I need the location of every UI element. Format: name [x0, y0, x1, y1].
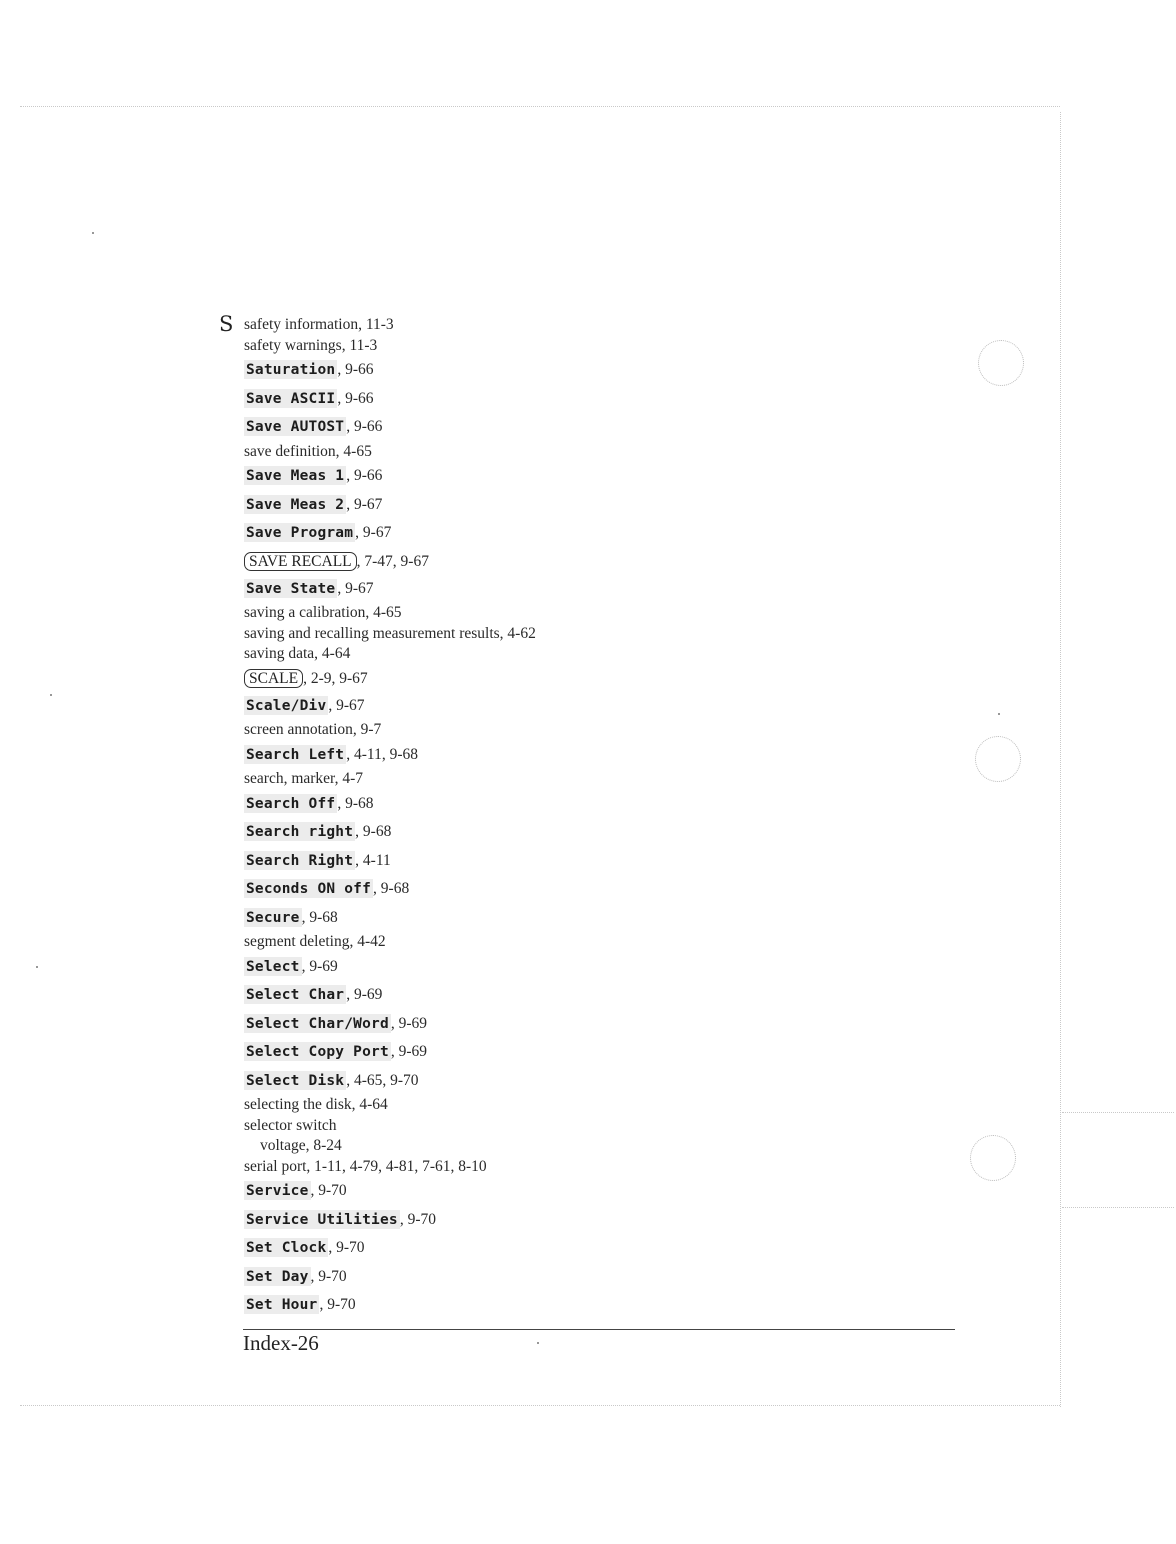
- index-entry: [244, 875, 804, 904]
- softkey-label: Select Char: [246, 987, 345, 1003]
- scan-speck: [50, 694, 52, 696]
- page-references: , 4-11: [355, 851, 391, 869]
- softkey-label: Save Meas 2: [246, 496, 345, 513]
- page-references: , 9-69: [346, 986, 383, 1003]
- softkey-label: Seconds ON off: [246, 881, 372, 897]
- index-entry: [244, 548, 804, 575]
- scan-speck: [998, 713, 1000, 715]
- page-references: , 9-69: [390, 1014, 428, 1032]
- index-entry: [244, 904, 804, 933]
- index-entry: [244, 1010, 804, 1039]
- index-entry: safety information, 11-3: [244, 316, 394, 333]
- index-entry: [244, 847, 804, 876]
- index-entry: saving a calibration, 4-65: [244, 604, 402, 621]
- index-entry: [244, 790, 804, 819]
- section-letter: S: [219, 312, 234, 336]
- page-references: , 9-68: [301, 908, 338, 926]
- page-number: Index-26: [243, 1331, 319, 1355]
- page-references: , 9-68: [337, 794, 374, 812]
- index-entry: [244, 1291, 804, 1320]
- softkey-label: Save State: [246, 580, 336, 597]
- index-entry: segment deleting, 4-42: [244, 933, 386, 950]
- softkey-label: Save AUTOST: [246, 419, 345, 435]
- hardkey-label: SAVE RECALL: [244, 552, 357, 571]
- scan-edge-right-tab-bottom: [1062, 1207, 1174, 1208]
- punch-hole-middle: [975, 736, 1021, 782]
- index-entry: safety warnings, 11-3: [244, 336, 378, 354]
- index-entry: serial port, 1-11, 4-79, 4-81, 7-61, 8-10: [244, 1157, 487, 1175]
- index-entry: [244, 1206, 804, 1235]
- punch-hole-top: [978, 340, 1024, 386]
- softkey-label: Select Char/Word: [246, 1015, 389, 1032]
- softkey-label: Scale/Div: [246, 697, 327, 714]
- page-references: , 7-47, 9-67: [356, 552, 429, 570]
- page-references: , 9-70: [310, 1182, 347, 1199]
- softkey-label: Set Hour: [246, 1297, 318, 1313]
- page-references: , 9-69: [301, 957, 338, 975]
- index-entry: selecting the disk, 4-64: [244, 1096, 388, 1113]
- index-entry: [244, 575, 804, 604]
- index-entry: [244, 491, 804, 520]
- softkey-label: Saturation: [246, 362, 336, 378]
- index-entry: [244, 462, 804, 491]
- index-entry: [244, 1177, 804, 1206]
- index-entry: [244, 413, 804, 442]
- index-entry: [244, 953, 804, 982]
- index-entry: [244, 1263, 804, 1292]
- index-entry: [244, 385, 804, 414]
- index-entry: [244, 1038, 804, 1067]
- index-entry: screen annotation, 9-7: [244, 721, 382, 738]
- softkey-label: Service: [246, 1183, 309, 1199]
- scan-speck: [36, 966, 38, 968]
- softkey-label: Service Utilities: [246, 1211, 398, 1228]
- page-references: , 9-68: [355, 823, 392, 840]
- scan-edge-bottom: [20, 1405, 1060, 1406]
- page-references: , 9-70: [310, 1267, 347, 1285]
- page-references: , 9-67: [337, 579, 374, 597]
- scan-edge-right-tab-top: [1062, 1112, 1174, 1113]
- scan-speck: [537, 1342, 539, 1344]
- index-entry: saving data, 4-64: [244, 645, 351, 662]
- softkey-label: Set Clock: [246, 1240, 327, 1256]
- softkey-label: Select Copy Port: [246, 1044, 389, 1060]
- softkey-label: Search right: [246, 824, 354, 840]
- index-entries: [244, 315, 804, 1320]
- softkey-label: Select Disk: [246, 1072, 345, 1089]
- page-references: , 9-67: [328, 696, 365, 714]
- index-entry: [244, 692, 804, 721]
- softkey-label: Secure: [246, 909, 300, 926]
- index-entry: save definition, 4-65: [244, 442, 372, 460]
- softkey-label: Select: [246, 958, 300, 975]
- page-references: , 2-9, 9-67: [303, 669, 368, 687]
- page-references: , 4-65, 9-70: [346, 1071, 419, 1089]
- page-references: , 9-67: [346, 495, 383, 513]
- softkey-label: Save Program: [246, 525, 354, 541]
- scan-edge-right: [1060, 112, 1061, 1407]
- index-entry: [244, 1234, 804, 1263]
- index-entry: [244, 665, 804, 692]
- page-references: , 9-68: [373, 880, 410, 897]
- softkey-label: Search Right: [246, 852, 354, 869]
- index-entry: [244, 818, 804, 847]
- page-references: , 9-67: [355, 524, 392, 541]
- page-references: , 9-66: [346, 467, 383, 484]
- punch-hole-bottom: [970, 1135, 1016, 1181]
- scan-speck: [92, 232, 94, 234]
- page-references: , 9-66: [337, 361, 374, 378]
- softkey-label: Set Day: [246, 1268, 309, 1285]
- page-references: , 9-70: [319, 1296, 356, 1313]
- index-entry: saving and recalling measurement results, 4-62: [244, 624, 536, 642]
- index-entry: [244, 1067, 804, 1096]
- hardkey-label: SCALE: [244, 669, 303, 688]
- index-entry: [244, 981, 804, 1010]
- index-entry: search, marker, 4-7: [244, 770, 364, 787]
- softkey-label: Search Left: [246, 746, 345, 763]
- index-entry: [244, 356, 804, 385]
- index-entry: [244, 519, 804, 548]
- softkey-label: Save Meas 1: [246, 468, 345, 484]
- softkey-label: Save ASCII: [246, 390, 336, 407]
- page-references: , 9-70: [328, 1239, 365, 1256]
- footer-rule: [243, 1329, 955, 1330]
- index-entry: [244, 741, 804, 770]
- page-references: , 4-11, 9-68: [346, 745, 418, 763]
- index-entry: voltage, 8-24: [260, 1137, 342, 1154]
- index-entry: selector switch: [244, 1116, 337, 1134]
- page-references: , 9-70: [399, 1210, 436, 1228]
- page-references: , 9-69: [390, 1043, 428, 1060]
- scan-edge-top: [20, 106, 1060, 107]
- softkey-label: Search Off: [246, 795, 336, 812]
- page-references: , 9-66: [346, 418, 383, 435]
- page-references: , 9-66: [337, 389, 374, 407]
